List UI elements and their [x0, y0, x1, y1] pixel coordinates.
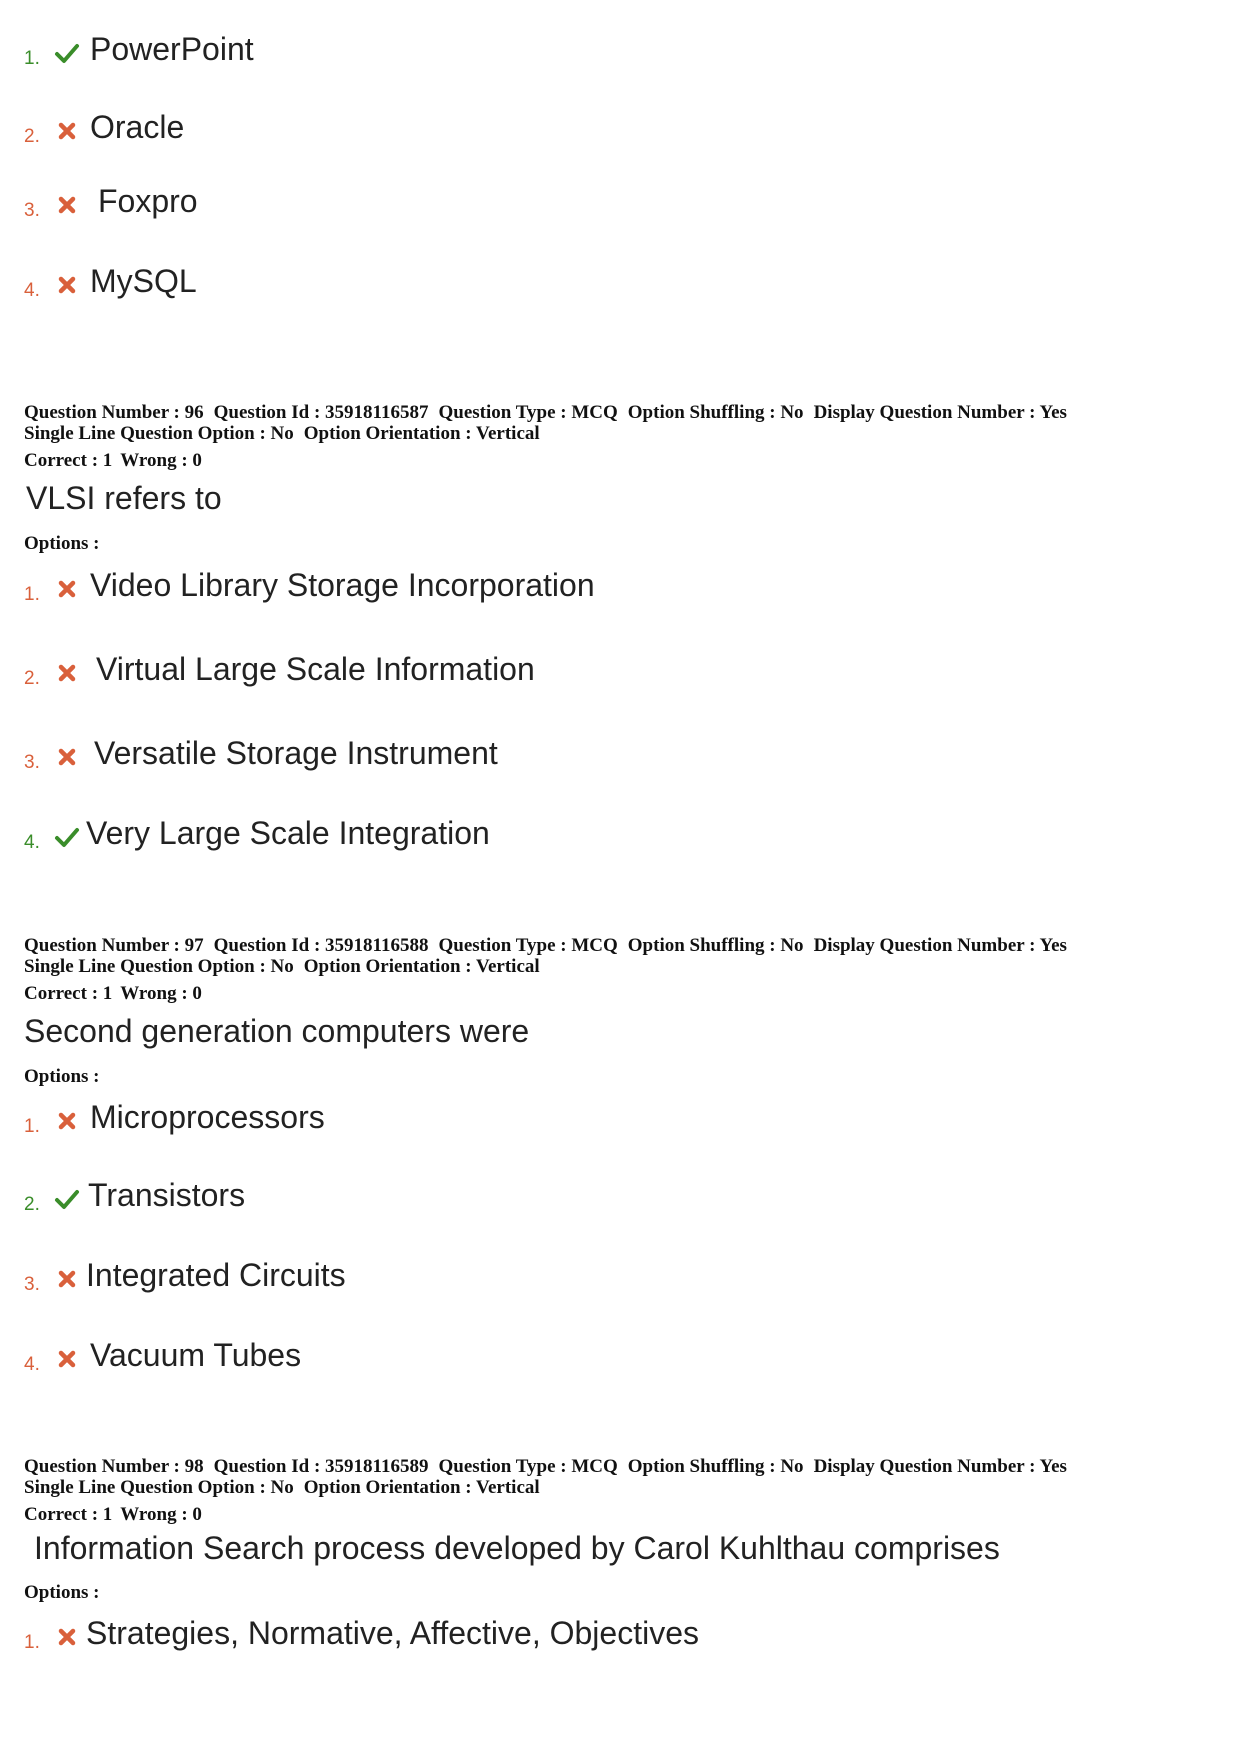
correct-score: Correct : 1: [24, 450, 113, 471]
check-icon: [54, 824, 80, 850]
wrong-score: Wrong : 0: [120, 450, 202, 471]
check-icon: [54, 40, 80, 66]
score-98: [24, 1504, 210, 1526]
option-q96-1: [24, 558, 1124, 608]
wrong-score: Wrong : 0: [120, 983, 202, 1004]
question-type: Question Type : MCQ: [438, 1456, 618, 1477]
option-q96-4: [24, 806, 1124, 856]
option-number: 1.: [24, 1116, 40, 1137]
correct-score: Correct : 1: [24, 1504, 113, 1525]
option-text: Microprocessors: [90, 1099, 325, 1135]
option-number: 4.: [24, 280, 40, 301]
single-line-option: Single Line Question Option : No: [24, 956, 294, 977]
option-q96-3: [24, 726, 1124, 776]
option-text: Transistors: [88, 1177, 246, 1213]
option-number: 2.: [24, 668, 40, 689]
option-number: 3.: [24, 752, 40, 773]
single-line-option: Single Line Question Option : No: [24, 1477, 294, 1498]
meta-line-1: [24, 402, 1077, 423]
option-text: Virtual Large Scale Information: [96, 651, 535, 687]
option-orientation: Option Orientation : Vertical: [303, 956, 540, 977]
question-id: Question Id : 35918116589: [213, 1456, 429, 1477]
option-number: 1.: [24, 1632, 40, 1653]
check-icon: [54, 1186, 80, 1212]
display-question-number: Display Question Number : Yes: [813, 1456, 1067, 1477]
option-number: 2.: [24, 1194, 40, 1215]
wrong-score: Wrong : 0: [120, 1504, 202, 1525]
option-text: Versatile Storage Instrument: [94, 735, 498, 771]
option-q97-1: [24, 1090, 1124, 1140]
option-number: 4.: [24, 1354, 40, 1375]
cross-icon: [54, 744, 80, 770]
option-number: 2.: [24, 126, 40, 147]
cross-icon: [54, 1346, 80, 1372]
question-meta-98: [24, 1456, 1077, 1498]
cross-icon: [54, 272, 80, 298]
option-shuffling: Option Shuffling : No: [627, 402, 804, 423]
options-label-96: Options :: [24, 533, 100, 554]
option-q95-2: [24, 100, 1124, 150]
question-meta-97: [24, 935, 1077, 977]
option-number: 3.: [24, 200, 40, 221]
option-shuffling: Option Shuffling : No: [627, 1456, 804, 1477]
option-orientation: Option Orientation : Vertical: [303, 1477, 540, 1498]
question-type: Question Type : MCQ: [438, 402, 618, 423]
question-type: Question Type : MCQ: [438, 935, 618, 956]
score-96: [24, 450, 210, 472]
option-q97-4: [24, 1328, 1124, 1378]
meta-line-2: [24, 1477, 1077, 1498]
option-q95-1: [24, 22, 1124, 72]
question-text-96: VLSI refers to: [26, 480, 222, 516]
meta-line-2: [24, 423, 1077, 444]
option-shuffling: Option Shuffling : No: [627, 935, 804, 956]
cross-icon: [54, 660, 80, 686]
question-meta-96: [24, 402, 1077, 444]
option-number: 1.: [24, 584, 40, 605]
display-question-number: Display Question Number : Yes: [813, 935, 1067, 956]
option-number: 1.: [24, 48, 40, 69]
question-id: Question Id : 35918116588: [213, 935, 429, 956]
options-label-98: Options :: [24, 1582, 100, 1603]
score-97: [24, 983, 210, 1005]
question-number: Question Number : 97: [24, 935, 204, 956]
option-text: MySQL: [90, 263, 197, 299]
options-label-97: Options :: [24, 1066, 100, 1087]
option-q95-3: [24, 174, 1124, 224]
meta-line-1: [24, 1456, 1077, 1477]
question-number: Question Number : 96: [24, 402, 204, 423]
option-q98-1: [24, 1606, 1124, 1656]
meta-line-2: [24, 956, 1077, 977]
cross-icon: [54, 1624, 80, 1650]
question-text-97: Second generation computers were: [24, 1013, 530, 1049]
cross-icon: [54, 118, 80, 144]
cross-icon: [54, 1266, 80, 1292]
option-text: Foxpro: [98, 183, 198, 219]
single-line-option: Single Line Question Option : No: [24, 423, 294, 444]
option-text: Vacuum Tubes: [90, 1337, 302, 1373]
question-text-98: Information Search process developed by Carol Kuhlthau comprises: [34, 1530, 1000, 1566]
option-q95-4: [24, 254, 1124, 304]
option-text: Video Library Storage Incorporation: [90, 567, 595, 603]
cross-icon: [54, 192, 80, 218]
option-text: Very Large Scale Integration: [86, 815, 490, 851]
option-orientation: Option Orientation : Vertical: [303, 423, 540, 444]
correct-score: Correct : 1: [24, 983, 113, 1004]
option-text: Integrated Circuits: [86, 1257, 346, 1293]
option-text: Oracle: [90, 109, 185, 145]
cross-icon: [54, 1108, 80, 1134]
option-q97-2: [24, 1168, 1124, 1218]
question-number: Question Number : 98: [24, 1456, 204, 1477]
cross-icon: [54, 576, 80, 602]
option-text: PowerPoint: [90, 31, 254, 67]
option-q96-2: [24, 642, 1124, 692]
option-number: 3.: [24, 1274, 40, 1295]
option-number: 4.: [24, 832, 40, 853]
option-q97-3: [24, 1248, 1124, 1298]
display-question-number: Display Question Number : Yes: [813, 402, 1067, 423]
option-text: Strategies, Normative, Affective, Objectives: [86, 1615, 699, 1651]
question-id: Question Id : 35918116587: [213, 402, 429, 423]
meta-line-1: [24, 935, 1077, 956]
